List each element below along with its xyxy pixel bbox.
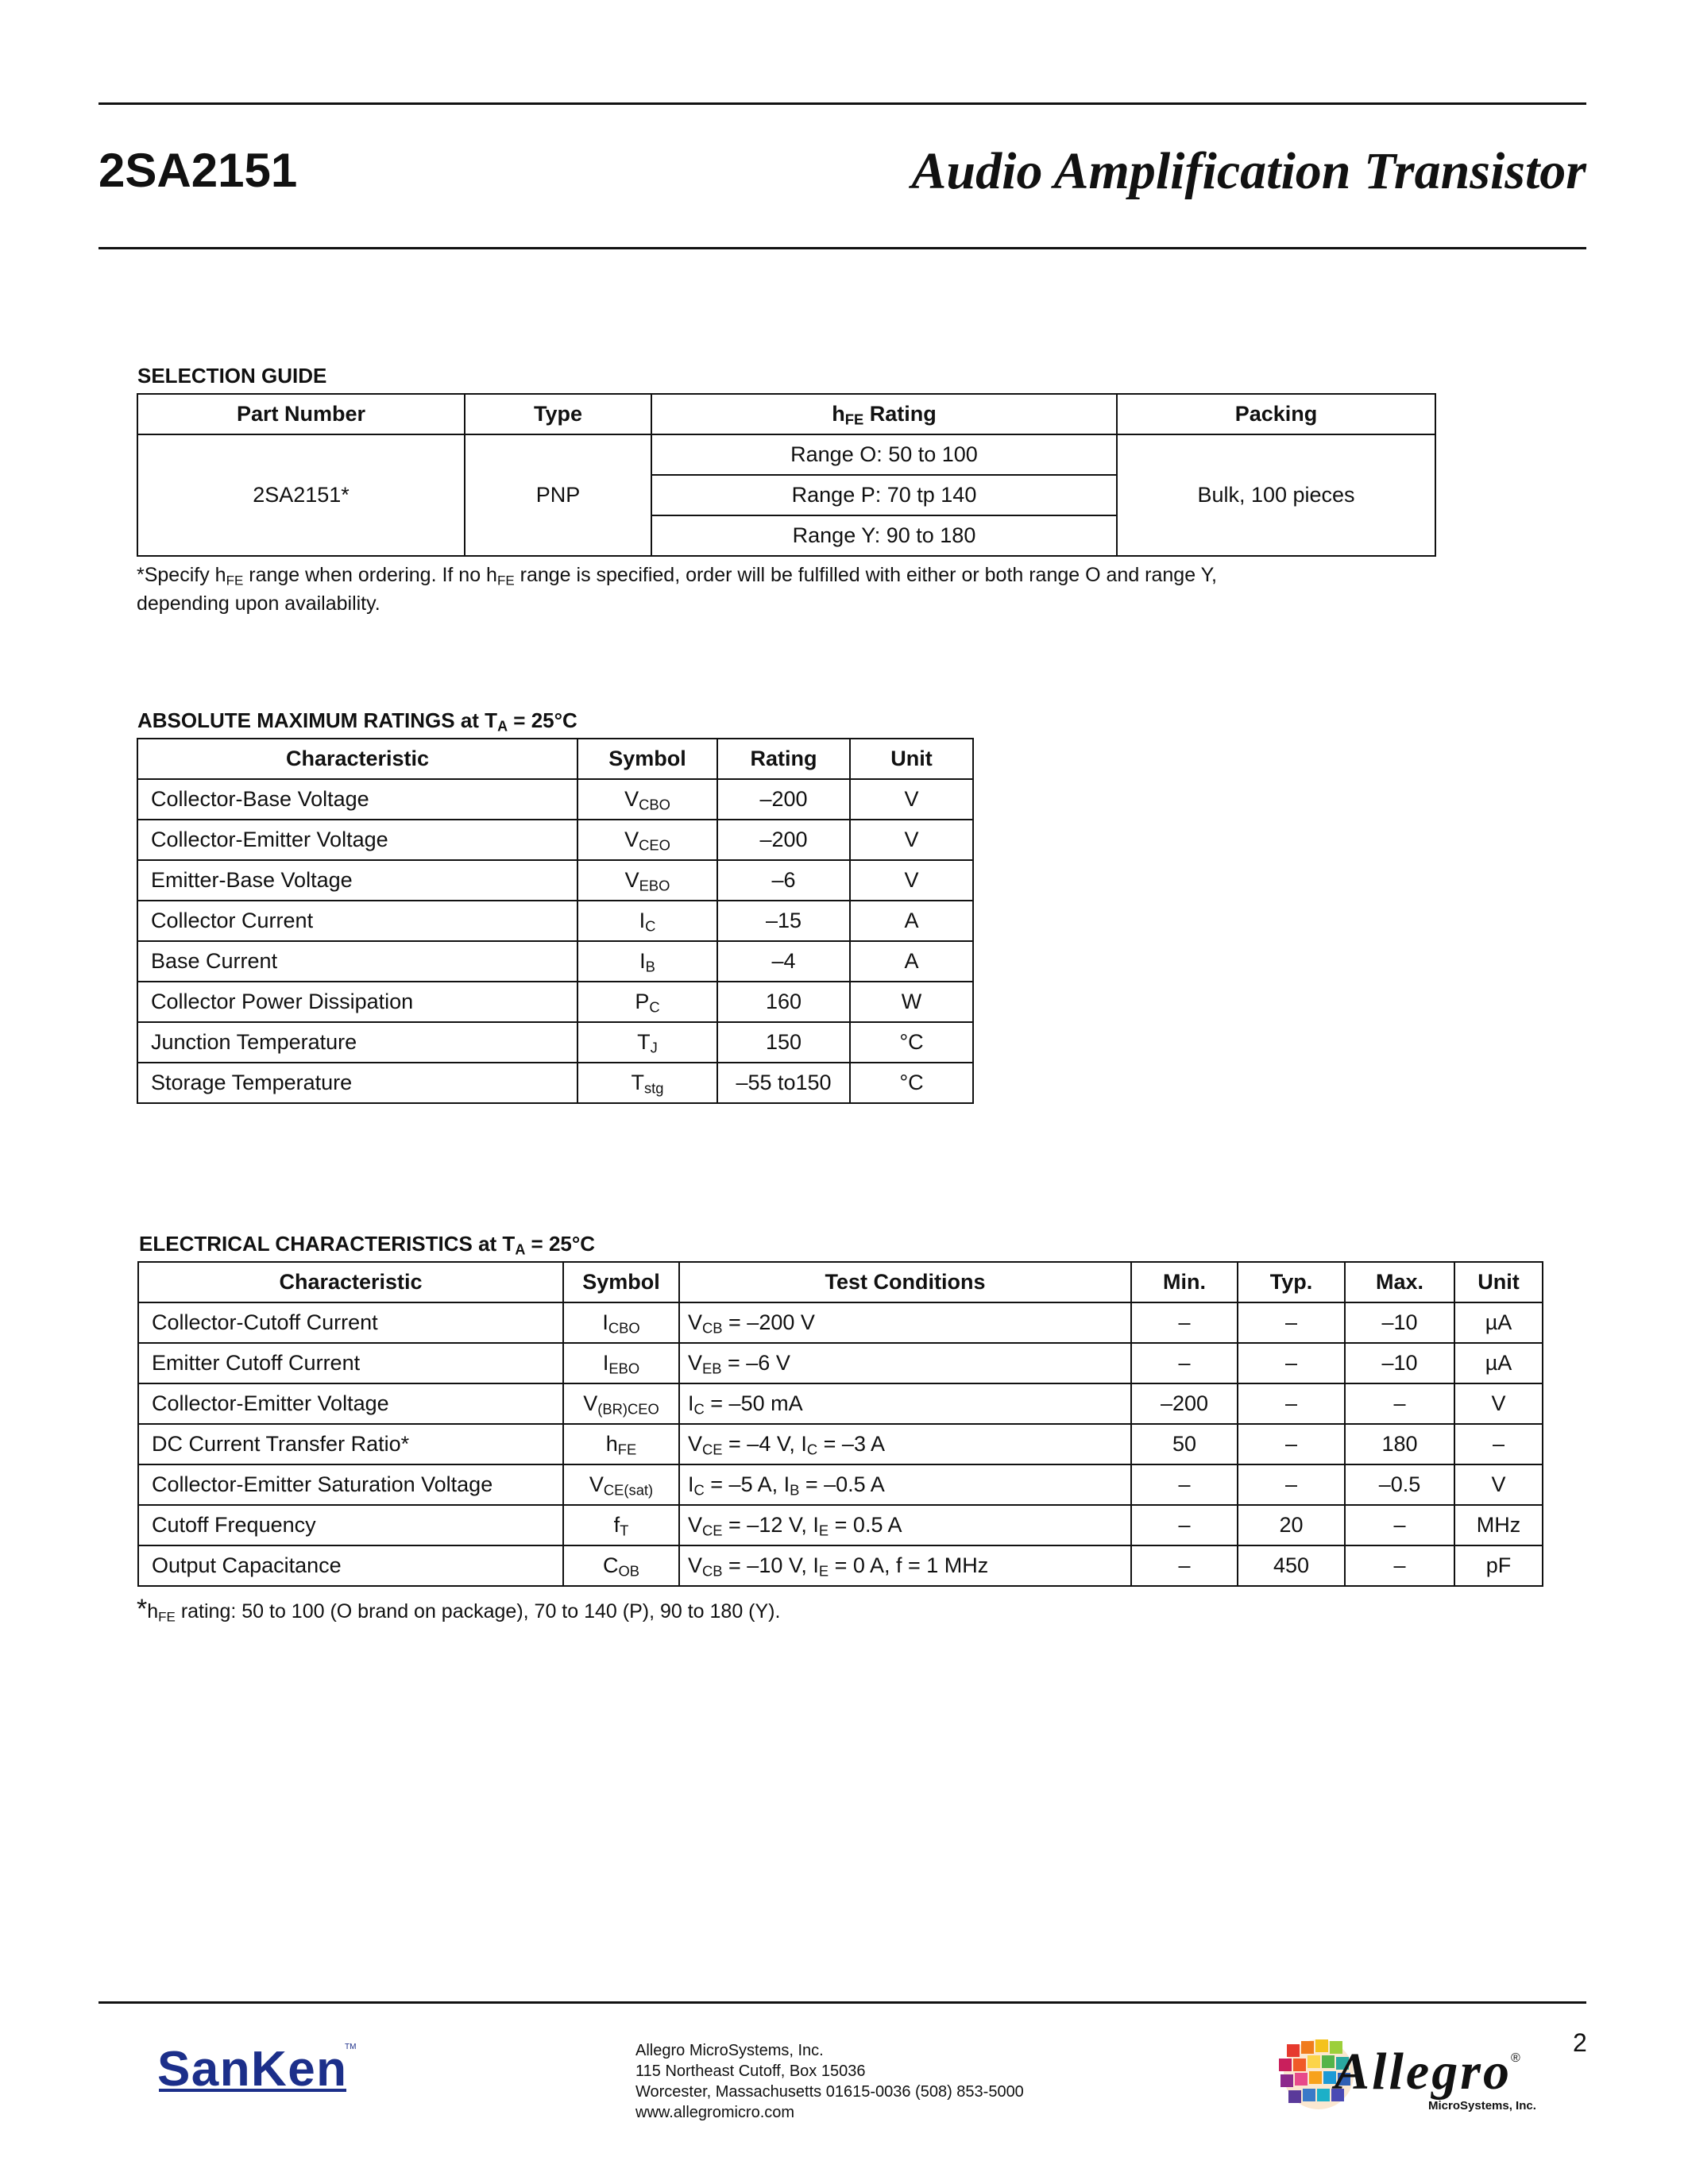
max-cell: –0.5 — [1345, 1464, 1454, 1505]
note-text: rating: 50 to 100 (O brand on package), 70 to 140 (P), 90 to 180 (Y). — [175, 1600, 781, 1623]
condition-symbol: I — [783, 1472, 790, 1496]
table-row — [137, 901, 973, 941]
type-cell: PNP — [465, 434, 651, 556]
top-rule — [98, 102, 1586, 105]
table-row — [137, 1022, 973, 1063]
symbol-cell — [577, 779, 717, 820]
rating-cell: –6 — [717, 860, 850, 901]
test-conditions-cell — [679, 1383, 1131, 1424]
page-number: 2 — [1573, 2028, 1587, 2057]
characteristic-cell: Collector-Emitter Voltage — [138, 1383, 563, 1424]
note-subscript: FE — [226, 573, 244, 588]
selection-guide-note — [137, 561, 1487, 618]
allegro-logo-subtext: MicroSystems, Inc. — [1428, 2099, 1536, 2113]
symbol-cell — [563, 1302, 679, 1343]
header-symbol: Symbol — [577, 739, 717, 779]
symbol-subscript: stg — [644, 1079, 664, 1097]
test-conditions-cell — [679, 1464, 1131, 1505]
symbol-subscript: C — [649, 998, 660, 1016]
table-row — [138, 1545, 1543, 1586]
title-subscript: A — [497, 718, 508, 735]
rating-cell: –4 — [717, 941, 850, 982]
symbol-cell — [577, 860, 717, 901]
registered-mark: ® — [1511, 2051, 1520, 2065]
min-cell: –200 — [1131, 1383, 1238, 1424]
abs-max-table — [137, 738, 974, 1104]
part-number-heading: 2SA2151 — [98, 144, 298, 197]
unit-cell: V — [850, 820, 973, 860]
condition-symbol: I — [688, 1472, 694, 1496]
typ-cell: – — [1238, 1343, 1345, 1383]
table-header-row — [138, 1262, 1543, 1302]
unit-cell: A — [850, 941, 973, 982]
max-cell: – — [1345, 1505, 1454, 1545]
abs-max-title — [137, 708, 577, 733]
table-header-row — [137, 394, 1435, 434]
elec-title — [139, 1232, 595, 1256]
symbol-letter: C — [602, 1553, 619, 1577]
condition-value: = –0.5 A — [799, 1472, 885, 1496]
table-row — [138, 1424, 1543, 1464]
title-subscript: A — [515, 1241, 526, 1258]
characteristic-cell: Collector-Emitter Voltage — [137, 820, 577, 860]
characteristic-cell: Collector-Cutoff Current — [138, 1302, 563, 1343]
symbol-letter: V — [583, 1391, 598, 1415]
symbol-letter: T — [631, 1071, 644, 1094]
note-text: range is specified, order will be fulfilled with either or both range O and range Y, — [514, 564, 1218, 586]
characteristic-cell: Storage Temperature — [137, 1063, 577, 1103]
symbol-cell — [563, 1505, 679, 1545]
typ-cell: 20 — [1238, 1505, 1345, 1545]
header-typ: Typ. — [1238, 1262, 1345, 1302]
note-text: range when ordering. If no h — [243, 564, 497, 586]
characteristic-cell: Junction Temperature — [137, 1022, 577, 1063]
table-row — [137, 779, 973, 820]
unit-cell: V — [1454, 1383, 1543, 1424]
unit-cell: MHz — [1454, 1505, 1543, 1545]
unit-cell: – — [1454, 1424, 1543, 1464]
table-row — [137, 434, 1435, 475]
symbol-letter: V — [624, 868, 639, 892]
condition-subscript: C — [806, 1441, 818, 1458]
max-cell: – — [1345, 1545, 1454, 1586]
title-text: ABSOLUTE MAXIMUM RATINGS at T — [137, 708, 498, 732]
header-characteristic: Characteristic — [138, 1262, 563, 1302]
condition-value: = –50 mA — [704, 1391, 803, 1415]
footer-address — [635, 2040, 1024, 2123]
selection-guide-table — [137, 393, 1436, 557]
header-min: Min. — [1131, 1262, 1238, 1302]
unit-cell: A — [850, 901, 973, 941]
condition-symbol: I — [801, 1432, 807, 1456]
header-test-conditions: Test Conditions — [679, 1262, 1131, 1302]
address-line: Allegro MicroSystems, Inc. — [635, 2042, 824, 2059]
test-conditions-cell — [679, 1302, 1131, 1343]
table-row — [137, 860, 973, 901]
test-conditions-cell — [679, 1343, 1131, 1383]
condition-symbol: V — [688, 1351, 703, 1375]
min-cell: – — [1131, 1343, 1238, 1383]
symbol-letter: I — [602, 1351, 609, 1375]
rating-cell: –15 — [717, 901, 850, 941]
characteristic-cell: Collector-Emitter Saturation Voltage — [138, 1464, 563, 1505]
header-rating-word: Rating — [869, 402, 937, 426]
packing-cell: Bulk, 100 pieces — [1117, 434, 1435, 556]
title-text: = 25°C — [508, 708, 577, 732]
test-conditions-cell — [679, 1424, 1131, 1464]
typ-cell: – — [1238, 1424, 1345, 1464]
condition-subscript: C — [693, 1400, 705, 1418]
symbol-subscript: (BR)CEO — [597, 1400, 659, 1418]
table-row — [138, 1464, 1543, 1505]
table-row — [137, 941, 973, 982]
condition-subscript: CB — [702, 1319, 723, 1337]
symbol-letter: V — [624, 787, 639, 811]
symbol-cell — [577, 901, 717, 941]
rating-cell: –200 — [717, 820, 850, 860]
header-characteristic: Characteristic — [137, 739, 577, 779]
symbol-letter: I — [639, 949, 646, 973]
document-title: Audio Amplification Transistor — [911, 142, 1586, 200]
allegro-logo-text: Allegro — [1335, 2043, 1509, 2101]
condition-value: = –3 A — [817, 1432, 885, 1456]
characteristic-cell: Output Capacitance — [138, 1545, 563, 1586]
condition-value: = –10 V, — [722, 1553, 813, 1577]
allegro-logo — [1255, 2030, 1573, 2125]
symbol-subscript: CBO — [639, 796, 670, 813]
symbol-subscript: CBO — [608, 1319, 640, 1337]
rating-cell: 160 — [717, 982, 850, 1022]
note-text: h — [147, 1600, 159, 1623]
min-cell: – — [1131, 1505, 1238, 1545]
hfe-rating-note — [137, 1595, 1487, 1626]
range-y-cell: Range Y: 90 to 180 — [651, 515, 1117, 556]
header-bottom-rule — [98, 247, 1586, 249]
typ-cell: – — [1238, 1302, 1345, 1343]
symbol-subscript: FE — [617, 1441, 637, 1458]
symbol-cell — [563, 1383, 679, 1424]
typ-cell: – — [1238, 1464, 1345, 1505]
symbol-subscript: J — [650, 1039, 658, 1056]
electrical-characteristics-table — [137, 1261, 1543, 1587]
condition-symbol: V — [688, 1513, 703, 1537]
condition-value: = –4 V, — [722, 1432, 802, 1456]
min-cell: – — [1131, 1302, 1238, 1343]
symbol-cell — [563, 1343, 679, 1383]
condition-subscript: CE — [702, 1522, 723, 1539]
characteristic-cell: Emitter-Base Voltage — [137, 860, 577, 901]
table-row — [137, 820, 973, 860]
symbol-cell — [577, 982, 717, 1022]
condition-symbol: V — [688, 1432, 703, 1456]
symbol-cell — [577, 1022, 717, 1063]
symbol-letter: V — [589, 1472, 604, 1496]
characteristic-cell: Collector Current — [137, 901, 577, 941]
test-conditions-cell — [679, 1545, 1131, 1586]
condition-value: = 0 A, f = 1 MHz — [829, 1553, 989, 1577]
rating-cell: –200 — [717, 779, 850, 820]
condition-symbol: I — [813, 1553, 819, 1577]
table-header-row — [137, 739, 973, 779]
characteristic-cell: Base Current — [137, 941, 577, 982]
symbol-letter: P — [635, 990, 650, 1013]
footer-rule — [98, 2001, 1586, 2004]
unit-cell: µA — [1454, 1302, 1543, 1343]
characteristic-cell: Emitter Cutoff Current — [138, 1343, 563, 1383]
range-p-cell: Range P: 70 tp 140 — [651, 475, 1117, 515]
max-cell: –10 — [1345, 1302, 1454, 1343]
condition-symbol: I — [813, 1513, 819, 1537]
unit-cell: °C — [850, 1063, 973, 1103]
symbol-cell — [577, 941, 717, 982]
condition-subscript: CE — [702, 1441, 723, 1458]
min-cell: 50 — [1131, 1424, 1238, 1464]
hfe-symbol: h — [832, 402, 845, 426]
range-o-cell: Range O: 50 to 100 — [651, 434, 1117, 475]
rating-cell: 150 — [717, 1022, 850, 1063]
header-packing: Packing — [1117, 394, 1435, 434]
unit-cell: pF — [1454, 1545, 1543, 1586]
condition-subscript: EB — [702, 1360, 722, 1377]
unit-cell: V — [850, 860, 973, 901]
condition-subscript: E — [818, 1522, 829, 1539]
header-hfe-rating — [651, 394, 1117, 434]
symbol-subscript: EBO — [639, 877, 670, 894]
unit-cell: V — [1454, 1464, 1543, 1505]
test-conditions-cell — [679, 1505, 1131, 1545]
condition-subscript: C — [693, 1481, 705, 1499]
table-row — [138, 1383, 1543, 1424]
symbol-subscript: OB — [618, 1562, 640, 1580]
title-text: = 25°C — [525, 1232, 596, 1256]
note-star: * — [137, 1594, 148, 1624]
header-symbol: Symbol — [563, 1262, 679, 1302]
header-unit: Unit — [850, 739, 973, 779]
typ-cell: – — [1238, 1383, 1345, 1424]
header-type: Type — [465, 394, 651, 434]
abs-max-body — [137, 779, 973, 1103]
symbol-letter: f — [613, 1513, 620, 1537]
website-link[interactable]: www.allegromicro.com — [635, 2104, 795, 2121]
table-row — [138, 1302, 1543, 1343]
condition-value: = –12 V, — [722, 1513, 813, 1537]
note-text: depending upon availability. — [137, 592, 380, 615]
symbol-subscript: CEO — [639, 836, 670, 854]
min-cell: – — [1131, 1545, 1238, 1586]
unit-cell: µA — [1454, 1343, 1543, 1383]
unit-cell: °C — [850, 1022, 973, 1063]
symbol-letter: T — [637, 1030, 651, 1054]
address-line: 115 Northeast Cutoff, Box 15036 — [635, 2062, 866, 2080]
address-line: Worcester, Massachusetts 01615-0036 (508) 853-5000 — [635, 2083, 1024, 2101]
table-row — [138, 1343, 1543, 1383]
max-cell: 180 — [1345, 1424, 1454, 1464]
symbol-cell — [563, 1464, 679, 1505]
max-cell: –10 — [1345, 1343, 1454, 1383]
symbol-subscript: CE(sat) — [603, 1481, 654, 1499]
characteristic-cell: Cutoff Frequency — [138, 1505, 563, 1545]
symbol-cell — [577, 820, 717, 860]
condition-symbol: V — [688, 1553, 703, 1577]
note-subscript: FE — [496, 573, 515, 588]
selection-guide-title: SELECTION GUIDE — [137, 364, 327, 388]
part-cell: 2SA2151* — [137, 434, 465, 556]
characteristic-cell: DC Current Transfer Ratio* — [138, 1424, 563, 1464]
symbol-letter: I — [602, 1310, 608, 1334]
symbol-letter: V — [624, 828, 639, 851]
symbol-subscript: T — [620, 1522, 629, 1539]
condition-value: = –5 A, — [704, 1472, 784, 1496]
electrical-characteristics-body — [138, 1302, 1543, 1586]
note-text: *Specify h — [137, 564, 226, 586]
condition-subscript: E — [818, 1562, 829, 1580]
characteristic-cell: Collector Power Dissipation — [137, 982, 577, 1022]
table-row — [137, 982, 973, 1022]
condition-subscript: CB — [702, 1562, 723, 1580]
header-unit: Unit — [1454, 1262, 1543, 1302]
header-part-number: Part Number — [137, 394, 465, 434]
symbol-subscript: B — [645, 958, 655, 975]
trademark-mark: TM — [345, 2043, 357, 2051]
condition-value: = –200 V — [722, 1310, 815, 1334]
hfe-subscript: FE — [844, 411, 864, 428]
condition-value: = –6 V — [721, 1351, 790, 1375]
symbol-subscript: C — [645, 917, 656, 935]
condition-symbol: I — [688, 1391, 694, 1415]
max-cell: – — [1345, 1383, 1454, 1424]
min-cell: – — [1131, 1464, 1238, 1505]
sanken-logo-text: SanKen — [157, 2042, 346, 2097]
table-row — [137, 1063, 973, 1103]
unit-cell: V — [850, 779, 973, 820]
symbol-letter: h — [605, 1432, 618, 1456]
condition-value: = 0.5 A — [829, 1513, 902, 1537]
symbol-cell — [563, 1424, 679, 1464]
unit-cell: W — [850, 982, 973, 1022]
table-row — [138, 1505, 1543, 1545]
symbol-subscript: EBO — [608, 1360, 640, 1377]
symbol-letter: I — [639, 909, 646, 932]
note-subscript: FE — [158, 1609, 176, 1625]
condition-symbol: V — [688, 1310, 703, 1334]
header-max: Max. — [1345, 1262, 1454, 1302]
rating-cell: –55 to150 — [717, 1063, 850, 1103]
title-text: ELECTRICAL CHARACTERISTICS at T — [139, 1232, 516, 1256]
characteristic-cell: Collector-Base Voltage — [137, 779, 577, 820]
symbol-cell — [577, 1063, 717, 1103]
symbol-cell — [563, 1545, 679, 1586]
typ-cell: 450 — [1238, 1545, 1345, 1586]
header-rating: Rating — [717, 739, 850, 779]
sanken-logo — [156, 2035, 362, 2098]
condition-subscript: B — [790, 1481, 800, 1499]
